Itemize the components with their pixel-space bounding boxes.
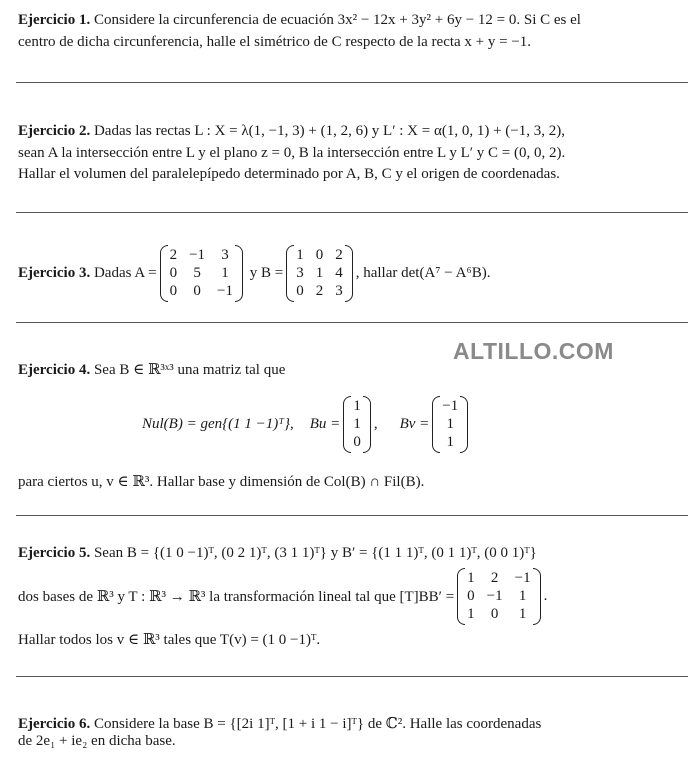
matrix-b xyxy=(286,245,353,302)
matrix-entry: 0 xyxy=(490,606,499,622)
ex3-text-1: Dadas A = xyxy=(90,265,157,281)
ex5-line-1 xyxy=(18,545,537,562)
matrix-entry: 5 xyxy=(193,265,201,281)
ex2-text-1: Dadas las rectas L : X = λ(1, −1, 3) + (1, 2, 6) y L′ : X = α(1, 0, 1) + (−1, 3, 2), xyxy=(90,123,565,139)
matrix-entry: 0 xyxy=(169,265,178,281)
matrix-entry: 3 xyxy=(221,247,229,263)
ex6-text-2: de 2e₁ + ie₂ en dicha base. xyxy=(18,733,176,749)
ex5-title: Ejercicio 5. xyxy=(18,545,91,561)
matrix-entry: 1 xyxy=(296,247,304,263)
ex4-title: Ejercicio 4. xyxy=(18,362,91,378)
matrix-entry: 0 xyxy=(467,588,475,604)
matrix-entry: 0 xyxy=(296,283,304,299)
left-paren xyxy=(286,245,294,302)
ex4-text-3: para ciertos u, v ∈ ℝ³. Hallar base y dimensión de Col(B) ∩ Fil(B). xyxy=(18,474,425,490)
ex3-line xyxy=(18,245,490,302)
matrix-entries xyxy=(168,245,235,302)
ex6-line-1 xyxy=(18,714,541,733)
matrix-entry: 0 xyxy=(315,247,324,263)
ex4-sep: , xyxy=(373,416,378,432)
ex1-text-1: Considere la circunferencia de ecuación 3x² − 12x + 3y² + 6y − 12 = 0. Si C es el xyxy=(90,12,581,28)
right-paren xyxy=(460,396,468,453)
matrix-entry: −1 xyxy=(442,398,459,414)
matrix-entries xyxy=(294,245,345,302)
ex3-title: Ejercicio 3. xyxy=(18,265,91,281)
ex2-title: Ejercicio 2. xyxy=(18,123,91,139)
matrix-entry: 1 xyxy=(221,265,229,281)
ex1-line-1 xyxy=(18,12,581,29)
divider xyxy=(16,82,688,83)
ex2-text-3: Hallar el volumen del paralelepípedo determinado por A, B, C y el origen de coordenadas. xyxy=(18,166,560,182)
divider xyxy=(16,212,688,213)
matrix-entry: 1 xyxy=(315,265,324,281)
left-paren xyxy=(457,568,465,625)
divider xyxy=(16,322,688,323)
matrix-entries xyxy=(440,396,460,453)
right-paren xyxy=(345,245,353,302)
ex4-bu: Bu = xyxy=(309,416,341,432)
matrix-entry: 1 xyxy=(467,570,475,586)
ex1-title: Ejercicio 1. xyxy=(18,12,91,28)
matrix-entry: −1 xyxy=(189,247,206,263)
matrix-entry: 1 xyxy=(518,606,527,622)
ex5-text-1: Sean B = {(1 0 −1)ᵀ, (0 2 1)ᵀ, (3 1 1)ᵀ} y B′ = {(1 1 1)ᵀ, (0 1 1)ᵀ, (0 0 1)ᵀ} xyxy=(90,545,537,561)
ex2-line-1 xyxy=(18,123,565,140)
ex4-formula xyxy=(142,396,471,453)
ex4-text-1: Sea B ∈ ℝ³ˣ³ una matriz tal que xyxy=(90,362,286,378)
right-paren xyxy=(363,396,371,453)
ex6-title: Ejercicio 6. xyxy=(18,716,91,732)
right-paren xyxy=(533,568,541,625)
watermark: ALTILLO.COM xyxy=(453,338,614,364)
left-paren xyxy=(432,396,440,453)
matrix-entry: 1 xyxy=(353,416,361,432)
matrix-entries xyxy=(351,396,363,453)
matrix-entry: 0 xyxy=(169,283,178,299)
ex5-text-2: dos bases de ℝ³ y T : ℝ³ → ℝ³ la transformación lineal tal que [T]BB′ = xyxy=(18,589,455,605)
ex2-text-2: sean A la intersección entre L y el plano z = 0, B la intersección entre L y L′ y C = (0, 0, 2). xyxy=(18,145,566,161)
matrix-entry: 2 xyxy=(335,247,343,263)
matrix-entry: 1 xyxy=(446,434,454,450)
matrix-a xyxy=(160,245,243,302)
matrix-entry: 1 xyxy=(467,606,475,622)
left-paren xyxy=(160,245,168,302)
matrix-entry: −1 xyxy=(514,570,531,586)
ex5-text-3: Hallar todos los v ∈ ℝ³ tales que T(v) = (1 0 −1)ᵀ. xyxy=(18,632,321,648)
ex5-text-2-end: . xyxy=(543,588,548,604)
right-paren xyxy=(235,245,243,302)
ex1-text-2: centro de dicha circunferencia, halle el simétrico de C respecto de la recta x + y = −1. xyxy=(18,34,532,50)
ex5-line-2 xyxy=(18,568,547,625)
matrix-entry: 4 xyxy=(335,265,343,281)
ex4-nul: Nul(B) = gen{(1 1 −1)ᵀ}, xyxy=(142,416,294,432)
matrix-entry: −1 xyxy=(217,283,234,299)
matrix-entry: 0 xyxy=(353,434,361,450)
ex4-bv: Bv = xyxy=(399,416,430,432)
matrix-entry: 2 xyxy=(315,283,324,299)
ex3-text-3: , hallar det(A⁷ − A⁶B). xyxy=(355,265,491,281)
matrix-entry: 2 xyxy=(169,247,178,263)
left-paren xyxy=(343,396,351,453)
matrix-entry: 1 xyxy=(353,398,361,414)
vector-v xyxy=(432,396,468,453)
matrix-entries xyxy=(465,568,532,625)
divider xyxy=(16,676,688,677)
matrix-entry: 1 xyxy=(518,588,527,604)
vector-u xyxy=(343,396,371,453)
matrix-entry: 2 xyxy=(490,570,499,586)
matrix-entry: 3 xyxy=(335,283,343,299)
ex3-text-2: y B = xyxy=(246,265,284,281)
ex4-line-1 xyxy=(18,360,285,379)
ex6-text-1: Considere la base B = {[2i 1]ᵀ, [1 + i 1 − i]ᵀ} de ℂ². Halle las coordenadas xyxy=(90,716,542,732)
divider xyxy=(16,515,688,516)
matrix-t xyxy=(457,568,540,625)
matrix-entry: 0 xyxy=(193,283,201,299)
matrix-entry: −1 xyxy=(486,588,503,604)
matrix-entry: 1 xyxy=(446,416,454,432)
matrix-entry: 3 xyxy=(296,265,304,281)
